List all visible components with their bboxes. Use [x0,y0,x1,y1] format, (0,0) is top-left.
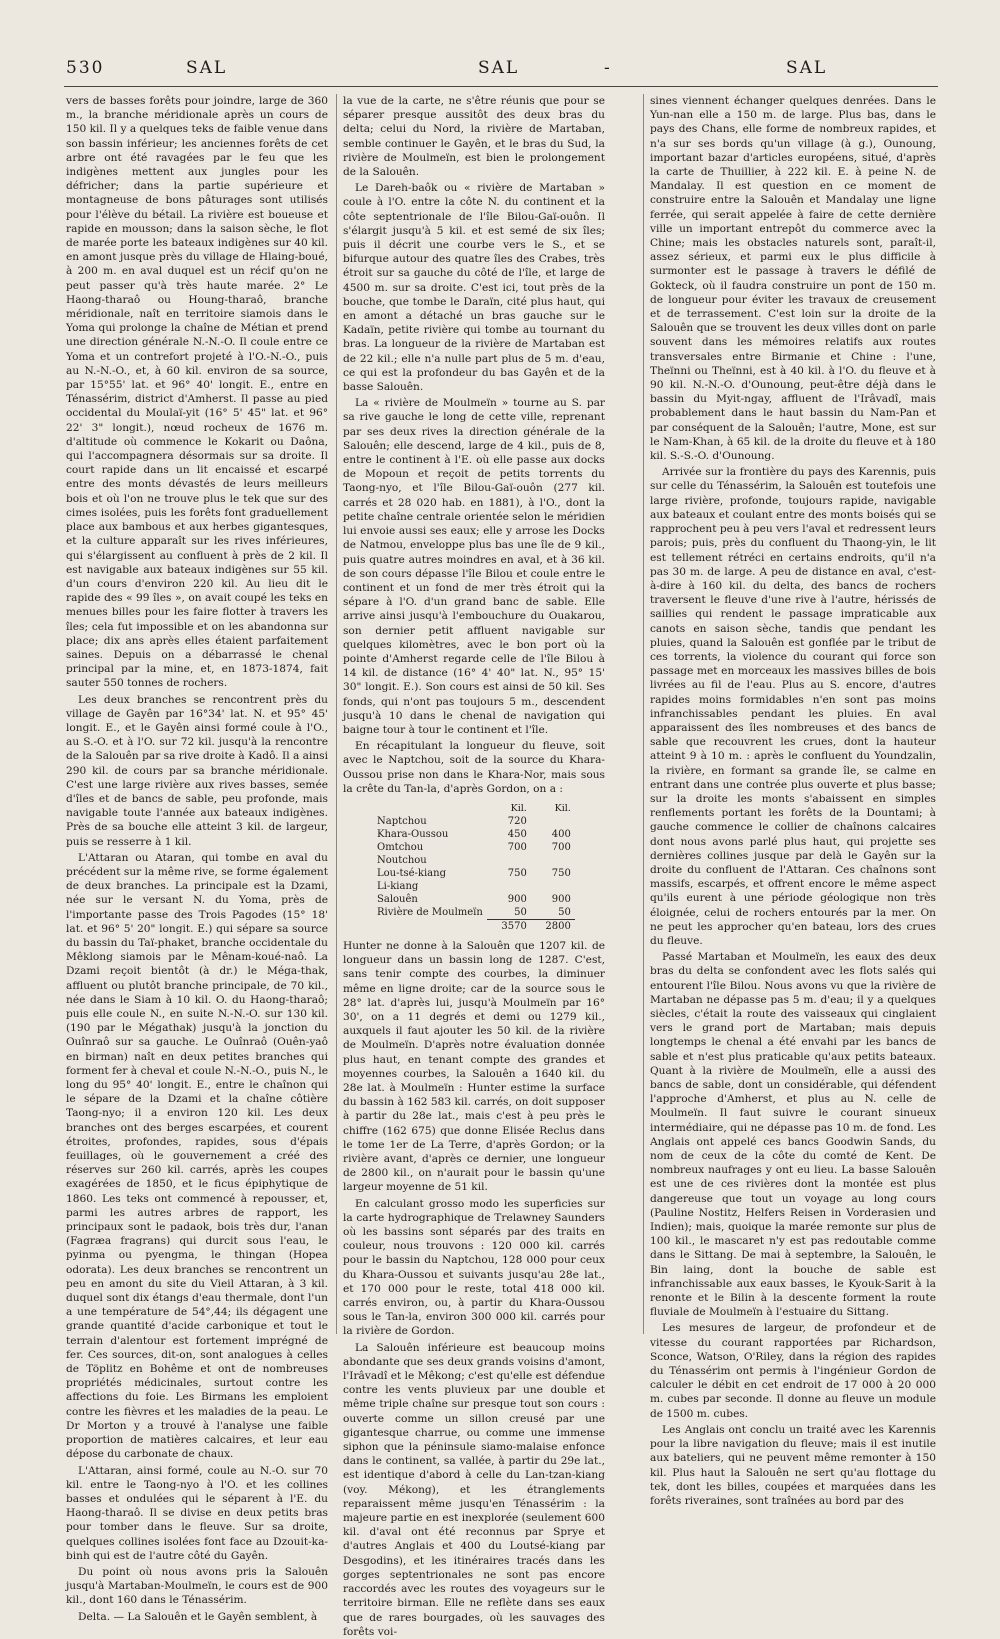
header-dash: - [604,58,612,78]
table-row [373,880,575,893]
paragraph: Les mesures de largeur, de profondeur et de vitesse du courant rapportées par Richardson, Sconce, Watson, O'Riley, dans la région des rapides du Ténassérim ont permis à l'ingénieur Gordon de calculer le débit en cet endroit de 17 000 à 20 000 m. cubes par seconde. Il donne au fleuve un module de 1500 m. cubes. [650,1322,936,1420]
table-cell-name: Li-kiang [377,880,419,892]
table-header-cell: Kil. [510,802,527,814]
column-divider [336,94,337,1334]
column-divider [643,94,644,1334]
paragraph: vers de basses forêts pour joindre, large de 360 m., la branche méridionale après un cours de 150 kil. Il y a quelques teks de faible venue dans son bassin inférieur; les anciennes forêts de cet arbre ont été ravagées par le feu que les indigènes mettent aux jungles pour les défricher; dans la partie supérieure et montagneuse de bons pâturages sont utilisés pour l'élève du bétail. La rivière est boueuse et rapide en mousson; dans la saison sèche, le flot de marée porte les bateaux indigènes sur 40 kil. en amont jusque près du village de Hlaing-boué, à 200 m. en aval duquel est un récif qu'on ne peut passer qu'à très haute marée. 2° Le Haong-tharaô ou Houng-tharaô, branche méridionale, naît en territoire siamois dans le Yoma qui prolonge la chaîne de Métian et prend une direction générale N.-N.-O. Il coule entre ce Yoma et un contrefort projeté à l'O.-N.-O., puis au N.-N.-O., et, à 60 kil. environ de sa source, par 15°55' lat. et 96° 40' longit. E., entre en Ténassérim, district d'Amherst. Il passe au pied occidental du Moulaï-yit (16° 5' 45" lat. et 96° 22' 3" longit.), nœud rocheux de 1676 m. d'altitude où commence le Kokarit ou Daôna, qui l'accompagnera désormais sur sa droite. Il court rapide dans un lit encaissé et escarpé entre des monts dévastés de leurs meilleurs bois et où l'on ne trouve plus le tek que sur des cimes isolées, puis les forêts font graduellement place aux bambous et aux herbes gigantesques, et la culture apparaît sur les rives inférieures, qui s'élargissent au confluent à près de 2 kil. Il est navigable aux bateaux indigènes sur 55 kil. d'un cours d'environ 220 kil. Au lieu dit le rapide des « 99 îles », on avait coupé les teks en menues billes pour les faire flotter à travers les îles; cela fut impossible et on les abandonna sur place; dix ans après elles étaient parfaitement saines. Depuis on a débarrassé le chenal principal par la mine, et, en 1873-1874, fait sauter 550 tonnes de rochers. [66,95,328,690]
header-right-title: SAL [786,58,828,78]
running-header [0,58,1000,84]
table-cell-value: 700 [551,841,571,853]
table-cell-name: Noutchou [377,854,427,866]
table-cell-name: Rivière de Moulmeïn [377,907,483,919]
paragraph: Le Dareh-baôk ou « rivière de Martaban » coule à l'O. entre la côte N. du continent et la côte septentrionale de l'île Bilou-Gaï-ouôn. Il s'élargit jusqu'à 5 kil. et est semé de six îles; puis il décrit une courbe vers le S., et se bifurque autour des quatre îles des Crabes, très étroit sur sa gauche du côté de l'île, et large de 4500 m. sur sa droite. C'est ici, tout près de la bouche, que tombe le Daraïn, cité plus haut, qui en amont a détaché un bras gauche sur le Kadaïn, petite rivière qui tombe au tournant du bras. La longueur de la rivière de Martaban est de 22 kil.; elle n'a nulle part plus de 5 m. d'eau, ce qui est la profondeur du bas Gayên et de la basse Salouên. [343,182,605,394]
table-cell-value [531,880,575,893]
table-cell-value [531,815,575,828]
table-total-row [373,919,575,933]
table-cell-value: 900 [507,893,527,905]
table-row [373,893,575,906]
length-table [373,802,575,933]
header-rule [64,86,938,87]
table-cell-value: 720 [507,815,527,827]
paragraph: L'Attaran ou Ataran, qui tombe en aval du précédent sur la même rive, se forme également de deux branches. La principale est la Dzami, née sur le versant N. du Yoma, près de l'importante passe des Trois Pagodes (15° 18' lat. et 96° 5' 20" longit. E.) qui sépare sa source du bassin du Taï-phaket, branche occidentale du Mêklong siamois par le Mênam-koué-naô. La Dzami reçoit bientôt (à dr.) le Méga-thak, affluent ou plutôt branche principale, de 70 kil., née dans le Siam à 10 kil. O. du Haong-tharaô; puis elle coule N., en suite N.-N.-O. sur 130 kil. (190 par le Mégathak) jusqu'à la jonction du Ouînraô sur sa gauche. Le Ouînraô (Ouên-yaô en birman) naît en deux petites branches qui forment fer à cheval et coule N.-N.-O., puis N., le long du 95° 40' longit. E., entre le chaînon qui le sépare de la Dzami et la chaîne côtière Taong-nyo; il a environ 120 kil. Les deux branches ont des berges escarpées, et courent étroites, profondes, rapides, sous d'épais feuillages, où le gouvernement a créé des réserves sur 260 kil. carrés, après les coupes exagérées de 1850, et le ficus épiphytique de 1860. Les teks ont commencé à repousser, et, parmi les autres arbres de rapport, les principaux sont le padaok, bois très dur, l'anan (Fagræa fragrans) qui durcit sous l'eau, le pyinma ou pyengma, le thingan (Hopea odorata). Les deux branches se rencontrent un peu en amont du site du Vieil Attaran, à 3 kil. duquel sont dix étangs d'eau thermale, dont l'un a une température de 54°,44; ils dégagent une grande quantité d'acide carbonique et tout le terrain d'alentour est fortement imprégné de fer. Ces sources, dit-on, sont analogues à celles de Töplitz en Bohême et ont de nombreuses propriétés médicinales, surtout contre les affections du foie. Les Birmans les emploient contre les fièvres et les maladies de la peau. Le Dr Morton y a trouvé à l'analyse une faible proportion de matières calcaires, et leur eau dépose du carbonate de chaux. [66,851,328,1461]
table-cell-value: 400 [551,828,571,840]
text-column-middle [343,94,605,1638]
paragraph: La Salouên inférieure est beaucoup moins abondante que ses deux grands voisins d'amont, l'Irâvadî et le Mêkong; c'est qu'elle est défendue contre les vents pluvieux par une double et même triple chaîne sur presque tout son cours : ouverte comme un sillon creusé par une gigantesque charrue, ou comme une immense siphon que la péninsule siamo-malaise enfonce dans le continent, sa vallée, à partir du 29e lat., est identique d'abord à celle du Lan-tzan-kiang (voy. Mékong), et les étranglements reparaissent même jusqu'en Ténassérim : la majeure partie en est inexplorée (seulement 600 kil. d'aval ont été reconnus par Sprye et d'autres Anglais et 400 du Loutsé-kiang par Desgodins), et les itinéraires tracés dans les gorges septentrionales ne sont pas encore raccordés avec les routes des voyageurs sur le territoire birman. Elle ne reflète dans ses eaux que de rares bourgades, où les sauvages des forêts voi- [343,1341,605,1638]
table-total-value: 3570 [487,919,531,933]
table-cell-name: Omtchou [377,841,424,853]
paragraph: Delta. — La Salouên et le Gayên semblent, à [78,1610,318,1623]
table-row [373,854,575,867]
paragraph: Passé Martaban et Moulmeïn, les eaux des deux bras du delta se confondent avec les flots salés qui entourent l'île Bilou. Nous avons vu que la rivière de Martaban ne dépasse pas 5 m. d'eau; il y a quelques siècles, c'était la route des vaisseaux qui cinglaient vers le grand port de Martaban; mais depuis longtemps le chenal a été envahi par les bancs de sable et n'est plus praticable qu'aux petits bateaux. Quant à la rivière de Moulmeïn, elle a aussi des bancs de sable, dont un considérable, qui défendent l'approche d'Amherst, et plus au N. celle de Moulmeïn. Il faut suivre le courant sinueux intermédiaire, qui ne dépasse pas 10 m. de fond. Les Anglais ont appelé ces bancs Goodwin Sands, du nom de ceux de la côte du comté de Kent. De nombreux naufrages y ont eu lieu. La basse Salouên est une de ces rivières dont la montée est plus dangereuse que tout un voyage au long cours (Pauline Nostitz, Helfers Reisen in Vorderasien und Indien); mais, quoique la marée remonte sur plus de 100 kil., le mascaret n'y est pas redoutable comme dans le Sittang. De mai à septembre, la Salouên, le Bin laing, dont la bouche de sable est infranchissable aux eaux basses, le Kyouk-Sarit à la renonte et le Bilin à la descente forment la route fluviale de Moulmeïn à l'estuaire du Sittang. [650,951,936,1319]
table-row [373,828,575,841]
table-header-row [373,802,575,815]
table-total-value: 2800 [531,919,575,933]
paragraph: En calculant grosso modo les superficies sur la carte hydrographique de Trelawney Saunders où les bassins sont séparés par des traits en couleur, nous trouvons : 120 000 kil. carrés pour le bassin du Naptchou, 128 000 pour ceux du Khara-Oussou et suivants jusqu'au 28e lat., et 170 000 pour le reste, total 418 000 kil. carrés environ, ou, à partir du Khara-Oussou sous le Tan-la, environ 300 000 kil. carrés pour la rivière de Gordon. [343,1197,605,1338]
text-column-left [66,94,328,1623]
table-row [373,867,575,880]
table-row [373,815,575,828]
table-cell-value: 750 [551,867,571,879]
table-cell-value: 700 [507,841,527,853]
table-cell-value [487,854,531,867]
table-row [373,841,575,854]
table-cell-name: Naptchou [377,815,427,827]
table-cell-value: 450 [507,828,527,840]
table-cell-value: 900 [551,893,571,905]
paragraph: La « rivière de Moulmeïn » tourne au S. par sa rive gauche le long de cette ville, reprenant par ses deux rives la direction générale de la Salouên; elle descend, large de 4 kil., puis de 8, entre le continent à l'E. où elle passe aux docks de Mopoun et reçoit de petits torrents du Taong-nyo, et l'île Bilou-Gaï-ouôn (277 kil. carrés et 28 020 hab. en 1881), à l'O., dont la petite chaîne centrale orientée selon le méridien lui envoie aussi ses eaux; elle y arrose les Docks de Natmou, enveloppe plus bas une île de 9 kil., puis quatre autres moindres en aval, et à 36 kil. de son cours dépasse l'île Bilou et coule entre le continent et un fond de mer très étroit qui la sépare à l'O. d'un grand banc de sable. Elle arrive ainsi jusqu'à l'embouchure du Ouakarou, son dernier petit affluent navigable sur quelques kilomètres, avec le bon port où la pointe d'Amherst regarde celle de l'île Bilou à 14 kil. de distance (16° 4' 40" lat. N., 95° 15' 30" longit. E.). Son cours est ainsi de 50 kil. Ses fonds, qui n'ont pas toujours 5 m., descendent jusqu'à 10 dans le chenal de navigation qui baigne tour à tour le continent et l'île. [343,397,605,736]
paragraph: En récapitulant la longueur du fleuve, soit avec le Naptchou, soit de la source du Khara-Oussou prise non dans le Khara-Nor, mais sous la crête du Tan-la, d'après Gordon, on a : [343,740,605,795]
paragraph: la vue de la carte, ne s'être réunis que pour se séparer presque aussitôt des deux bras du delta; celui du Nord, la rivière de Martaban, semble continuer le Gayên, et le bras du Sud, la rivière de Moulmeïn, est bien le prolongement de la Salouên. [343,95,605,179]
paragraph: Les Anglais ont conclu un traité avec les Karennis pour la libre navigation du fleuve; mais il est inutile aux bateliers, qui ne peuvent même remonter à 150 kil. Plus haut la Salouên ne sert qu'au flottage du tek, dont les billes, coupées et marquées dans les forêts riveraines, sont traînées au bord par des [650,1423,936,1507]
paragraph: Arrivée sur la frontière du pays des Karennis, puis sur celle du Ténassérim, la Salouên est toutefois une large rivière, profonde, toujours rapide, navigable aux bateaux et coulant entre des monts boisés qui se rapprochent peu à peu vers l'aval et redressent leurs parois; puis, près du confluent du Thaong-yin, le lit est tellement rétréci en certains endroits, qu'il n'a pas 30 m. de large. A peu de distance en aval, c'est-à-dire à 160 kil. du delta, des bancs de rochers traversent le fleuve d'une rive à l'autre, hérissés de saillies qui rendent le passage impraticable aux canots en saison sèche, tandis que pendant les pluies, quand la Salouên est gonflée par le tribut de ces torrents, la violence du courant qui force son passage met en morceaux les massives billes de bois livrées au fil de l'eau. Plus au S. encore, d'autres rapides moins formidables n'en sont pas moins infranchissables pendant les pluies. En aval apparaissent des îles nombreuses et des bancs de sable que recouvrent les crues, dont la hauteur atteint 9 à 10 m. : après le confluent du Youndzalin, la rivière, en formant sa grande île, se calme en entrant dans une contrée plus ouverte et plus basse; sur la droite les monts s'abaissent en simples renflements portant les forêts de la Dountami; à gauche commence le collier de chaînons calcaires dont nous avons parlé plus haut, qui projette ses dernières collines jusque par delà le Gayên sur la droite du confluent de l'Attaran. Ces chaînons sont massifs, escarpés, et offrent encore le même aspect qu'ils eurent à une période géologique non très éloignée, celui de rochers entourés par la mer. On ne peut les approcher qu'en bateau, lors des crues du fleuve. [650,466,936,947]
table-cell-name: Lou-tsé-kiang [377,867,446,879]
table-cell-value: 750 [507,867,527,879]
header-left-title: SAL [186,58,228,78]
paragraph: sines viennent échanger quelques denrées. Dans le Yun-nan elle a 150 m. de large. Plus bas, dans le pays des Chans, elle forme de nombreux rapides, et n'a sur ses bords qu'un village (à g.), Ounoung, important bazar d'articles européens, situé, d'après la carte de Thuillier, à 222 kil. E. à peine N. de Mandalay. Il est question en ce moment de construire entre la Salouên et Mandalay une ligne ferrée, qui serait appelée à faire de cette dernière ville un important entrepôt du commerce avec la Chine; mais les obstacles naturels sont, paraît-il, assez sérieux, et parmi eux le plus difficile à surmonter est le passage à travers le défilé de Gokteck, où il faudra construire un pont de 150 m. de longueur pour éviter les travaux de creusement et de terrassement. C'est loin sur la droite de la Salouên que se trouvent les deux villes dont on parle souvent dans les mémoires relatifs aux routes transversales entre Birmanie et Chine : l'une, Theïnni ou Theïnni, est à 40 kil. à l'O. du fleuve et à 90 kil. N.-N.-O. d'Ounoung, peut-être déjà dans le bassin du Myit-ngay, affluent de l'Irâvadî, mais probablement dans le haut bassin du Nam-Pan et par conséquent de la Salouên; l'autre, Mone, est sur le Nam-Khan, à 65 kil. de la droite du fleuve et à 180 kil. S.-S.-O. d'Ounoung. [650,95,936,463]
paragraph: L'Attaran, ainsi formé, coule au N.-O. sur 70 kil. entre le Taong-nyo à l'O. et les collines basses et ondulées qui le séparent à l'E. du Haong-tharaô. Il se divise en deux petits bras pour tomber dans le fleuve. Sur sa droite, quelques collines isolées font face au Dzouit-ka-binh qui est de l'autre côté du Gayên. [66,1464,328,1562]
table-cell-value: 50 [514,906,527,918]
header-center-title: SAL [478,58,520,78]
table-cell-value: 50 [558,906,571,918]
table-header-cell: Kil. [554,802,571,814]
paragraph: Du point où nous avons pris la Salouên jusqu'à Martaban-Moulmeïn, le cours est de 900 kil., dont 160 dans le Ténassérim. [66,1565,328,1607]
page-number: 530 [66,58,105,78]
table-cell-name: Khara-Oussou [377,828,449,840]
text-column-right [650,94,936,1507]
table-cell-name: Salouên [377,893,418,905]
paragraph: Les deux branches se rencontrent près du village de Gayên par 16°34' lat. N. et 95° 45' longit. E., et le Gayên ainsi formé coule à l'O., au S.-O. et à l'O. sur 72 kil. jusqu'à la rencontre de la Salouên par sa rive droite à Kadô. Il a ainsi 290 kil. de cours par sa branche méridionale. C'est une large rivière aux rives basses, semée d'îles et de bancs de sable, peu profonde, mais navigable toute l'année aux bateaux indigènes. Près de sa bouche elle atteint 3 kil. de largeur, puis se resserre à 1 kil. [66,693,328,848]
table-cell-value [531,854,575,867]
table-row [373,906,575,920]
paragraph: Hunter ne donne à la Salouên que 1207 kil. de longueur dans un bassin long de 1287. C'est, sans tenir compte des courbes, la diminuer même en ligne droite; car de la source sous le 28° lat. d'après lui, jusqu'à Moulmeïn par 16° 30', on a 11 degrés et demi ou 1279 kil., auxquels il faut ajouter les 50 kil. de la rivière de Moulmeïn. D'après notre évaluation donnée plus haut, en tenant compte des grandes et moyennes courbes, la Salouên a 1640 kil. du 28e lat. à Moulmeïn : Hunter estime la surface du bassin à 162 583 kil. carrés, on doit supposer à partir du 28e lat., mais c'est à peu près le chiffre (162 675) que donne Elisée Reclus dans le tome 1er de La Terre, d'après Gordon; or la rivière avant, d'après ce dernier, une longueur de 2800 kil., on n'aurait pour le bassin qu'une largeur moyenne de 51 kil. [343,939,605,1194]
table-cell-value [487,880,531,893]
